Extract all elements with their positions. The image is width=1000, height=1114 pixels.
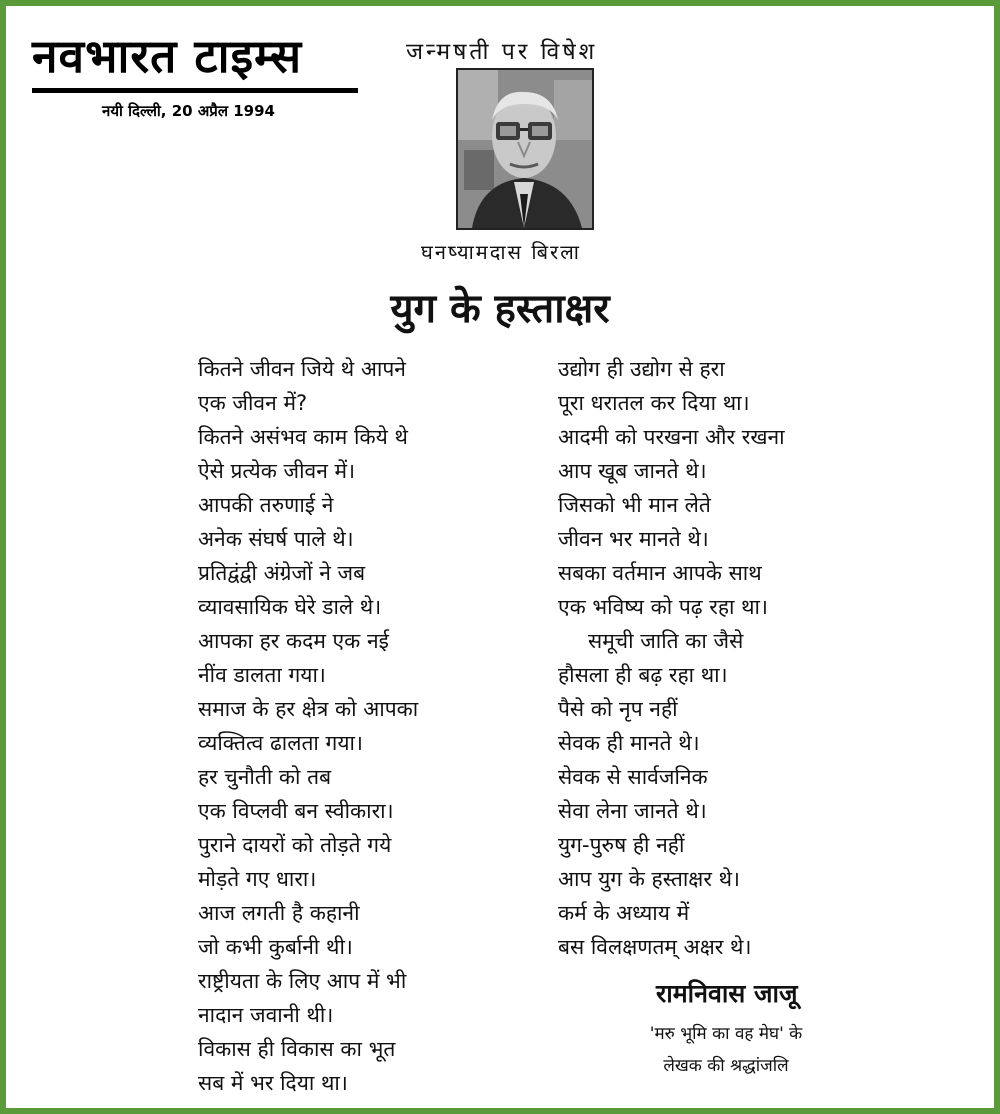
author-signature: रामनिवास जाजू [656, 979, 798, 1008]
poem-line: आप खूब जानते थे। [558, 459, 707, 483]
poem-line: ऐसे प्रत्येक जीवन में। [198, 459, 356, 483]
poem-line: पुराने दायरों को तोड़ते गये [198, 833, 392, 857]
poem-line: राष्ट्रीयता के लिए आप में भी [198, 969, 407, 993]
poem-line: सब में भर दिया था। [198, 1071, 348, 1095]
poem-line: नादान जवानी थी। [198, 1003, 334, 1027]
poem-line: आदमी को परखना और रखना [558, 425, 785, 449]
poem-line: पैसे को नृप नहीं [558, 697, 678, 721]
poem-line: सेवक से सार्वजनिक [558, 765, 708, 789]
portrait-caption: घनष्यामदास बिरला [421, 240, 581, 264]
poem-line: आपकी तरुणाई ने [198, 493, 334, 517]
poem-line: विकास ही विकास का भूत [198, 1037, 396, 1061]
poem-line: सेवा लेना जानते थे। [558, 799, 707, 823]
poem-line: बस विलक्षणतम् अक्षर थे। [558, 935, 752, 959]
poem-line: युग-पुरुष ही नहीं [558, 833, 685, 857]
poem-line: जो कभी कुर्बानी थी। [198, 935, 353, 959]
masthead [32, 28, 380, 121]
poem-line: समूची जाति का जैसे [588, 629, 744, 653]
poem-line: एक भविष्य को पढ़ रहा था। [558, 595, 768, 619]
poem-line: जिसको भी मान लेते [558, 493, 711, 517]
poem-line: सेवक ही मानते थे। [558, 731, 700, 755]
poem-line: कितने जीवन जिये थे आपने [198, 357, 406, 381]
masthead-title: नवभारत टाइम्स [32, 29, 303, 83]
poem-line: नींव डालता गया। [198, 663, 326, 687]
poem-line: प्रतिद्वंद्वी अंग्रेजों ने जब [198, 561, 366, 585]
poem-left-column [198, 352, 518, 1100]
tribute-note-line2: लेखक की श्रद्धांजलि [663, 1056, 789, 1076]
portrait-photo [456, 68, 594, 230]
poem-line: अनेक संघर्ष पाले थे। [198, 527, 354, 551]
poem-line: उद्योग ही उद्योग से हरा [558, 357, 725, 381]
special-header: जन्मषती पर विषेश [406, 39, 598, 65]
poem-line: आज लगती है कहानी [198, 901, 360, 925]
poem-line: व्यक्तित्व ढालता गया। [198, 731, 363, 755]
poem-line: एक जीवन में? [198, 391, 308, 415]
masthead-rule [32, 88, 358, 93]
poem-line: आप युग के हस्ताक्षर थे। [558, 867, 740, 891]
poem-line: समाज के हर क्षेत्र को आपका [198, 697, 419, 721]
poem-line: हौसला ही बढ़ रहा था। [558, 663, 728, 687]
poem-right-column [558, 352, 888, 964]
poem-line: एक विप्लवी बन स्वीकारा। [198, 799, 394, 823]
portrait-image [458, 70, 592, 228]
poem-line: कर्म के अध्याय में [558, 901, 690, 925]
poem-line: सबका वर्तमान आपके साथ [558, 561, 762, 585]
poem-line: पूरा धरातल कर दिया था। [558, 391, 750, 415]
poem-line: आपका हर कदम एक नई [198, 629, 389, 653]
poem-line: व्यावसायिक घेरे डाले थे। [198, 595, 382, 619]
poem-line: कितने असंभव काम किये थे [198, 425, 408, 449]
masthead-dateline: नयी दिल्ली, 20 अप्रैल 1994 [102, 102, 275, 120]
poem-title: युग के हस्ताक्षर [390, 286, 610, 332]
tribute-note-line1: 'मरु भूमि का वह मेघ' के [649, 1024, 803, 1044]
poem-line: हर चुनौती को तब [198, 765, 332, 789]
tribute-note [606, 1018, 846, 1082]
poem-line: मोड़ते गए धारा। [198, 867, 317, 891]
poem-line: जीवन भर मानते थे। [558, 527, 709, 551]
